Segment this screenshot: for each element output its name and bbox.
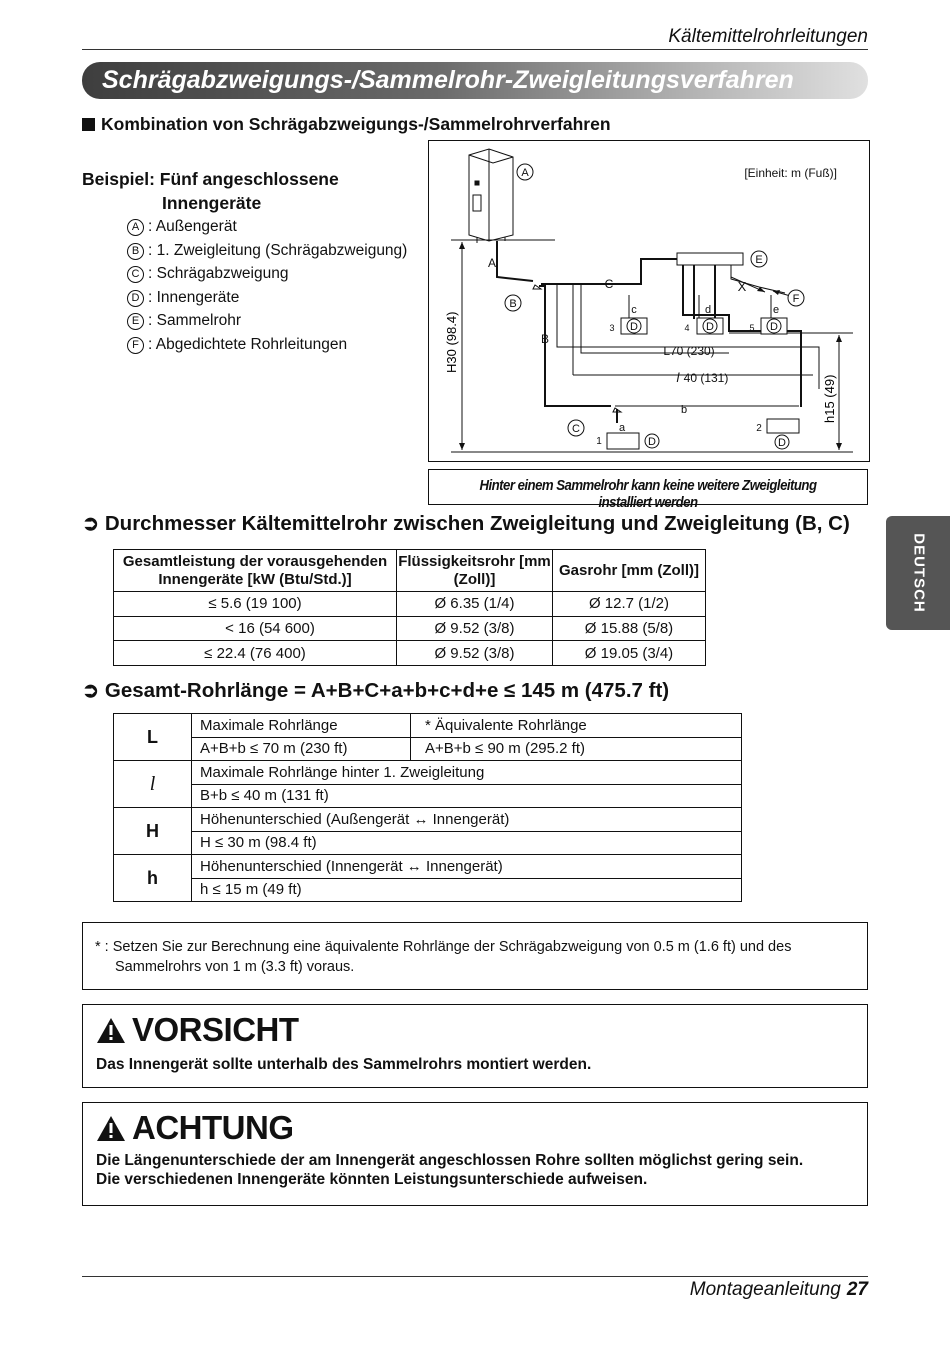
caution-box	[82, 1004, 868, 1088]
label-X: X	[737, 279, 747, 294]
label-L: L70 (230)	[663, 344, 715, 358]
circled-letter-icon: E	[127, 313, 144, 330]
legend-text: : Schrägabzweigung	[148, 265, 289, 283]
table-row	[114, 641, 706, 666]
section-title: Schrägabzweigungs-/Sammelrohr-Zweigleitungsverfahren	[102, 66, 794, 94]
table-row	[114, 737, 742, 761]
legend-text: : Sammelrohr	[148, 312, 242, 330]
legend-item	[127, 242, 407, 266]
total-length-heading: ➲ Gesamt-Rohrlänge = A+B+C+a+b+c+d+e ≤ 145 m (475.7 ft)	[82, 679, 670, 702]
indoor-unit-2	[767, 419, 799, 433]
row-key-H: H	[114, 808, 192, 855]
table-row	[114, 831, 742, 855]
label-n1: 1	[596, 436, 602, 447]
example-title-line2: Innengeräte	[162, 193, 262, 213]
label-a: a	[618, 422, 626, 434]
label-h: h15 (49)	[822, 374, 837, 423]
legend-item	[127, 336, 407, 360]
language-tab-label: DEUTSCH	[910, 533, 928, 613]
label-n5: 5	[749, 323, 755, 333]
legend-item	[127, 312, 407, 336]
legend-text: : Außengerät	[148, 218, 237, 235]
legend-list	[127, 218, 407, 360]
marker-A: A	[521, 167, 529, 179]
warning-title	[96, 1109, 293, 1147]
label-B: B	[540, 332, 550, 346]
diameter-heading: ➲ Durchmesser Kältemittelrohr zwischen Zweigleitung und Zweigleitung (B, C)	[82, 512, 850, 535]
table-row	[114, 878, 742, 902]
marker-D: D	[630, 321, 638, 333]
combination-heading	[82, 114, 611, 135]
section-banner	[82, 62, 868, 99]
column-header: Flüssigkeitsrohr [mm (Zoll)]	[397, 550, 553, 592]
circled-letter-icon: A	[127, 219, 144, 236]
circled-letter-icon: B	[127, 243, 144, 260]
warning-line-2: Die verschiedenen Innengeräte könnten Leistungsunterschiede aufweisen.	[96, 1171, 648, 1188]
warning-line-1: Die Längenunterschiede der am Innengerät angeschlossen Rohre sollten möglichst gering sein.	[96, 1152, 804, 1169]
example-title	[82, 167, 339, 215]
diameter-heading-text: Durchmesser Kältemittelrohr zwischen Zweigleitung und Zweigleitung (B, C)	[104, 512, 850, 535]
note-text: Hinter einem Sammelrohr kann keine weitere Zweigleitung installiert werden	[479, 477, 817, 511]
label-n2: 2	[756, 423, 762, 434]
square-bullet-icon	[82, 118, 95, 131]
circled-letter-icon: C	[127, 266, 144, 283]
footer	[690, 1279, 868, 1301]
table-cell: B+b ≤ 40 m (131 ft)	[192, 784, 742, 808]
table-row	[114, 714, 742, 738]
table-cell: Ø 19.05 (3/4)	[553, 641, 706, 666]
footer-title: Montageanleitung	[689, 1279, 841, 1300]
table-row	[114, 761, 742, 785]
label-n4: 4	[684, 323, 690, 333]
warning-triangle-icon	[96, 1115, 126, 1142]
label-n3: 3	[609, 323, 615, 333]
label-H: H30 (98.4)	[444, 311, 459, 373]
legend-text: : Innengeräte	[148, 288, 240, 306]
example-title-line1: Beispiel: Fünf angeschlossene	[82, 169, 339, 189]
table-cell: Maximale Rohrlänge hinter 1. Zweigleitung	[192, 761, 742, 785]
caution-text: Das Innengerät sollte unterhalb des Sammelrohrs montiert werden.	[96, 1056, 592, 1073]
column-header: Gasrohr [mm (Zoll)]	[553, 550, 706, 592]
note-box	[428, 469, 868, 511]
circled-letter-icon: D	[127, 290, 144, 307]
footnote-text: * : Setzen Sie zur Berechnung eine äquivalente Rohrlänge der Schrägabzweigung von 0.5 m (1.6 ft) und des Sammelrohrs von 1 m (3.3 ft) voraus.	[95, 939, 792, 975]
row-key-l: l	[114, 761, 192, 808]
piping-diagram	[428, 140, 870, 462]
diameter-table	[113, 549, 706, 666]
table-cell: < 16 (54 600)	[114, 616, 397, 641]
label-e: e	[772, 304, 780, 316]
warning-triangle-icon	[96, 1017, 126, 1044]
label-l-symbol: l	[676, 370, 680, 385]
language-tab	[886, 516, 950, 630]
table-cell: A+B+b ≤ 90 m (295.2 ft)	[411, 737, 742, 761]
marker-D: D	[770, 321, 778, 333]
table-cell: Maximale Rohrlänge	[192, 714, 411, 738]
header-rule	[82, 49, 868, 50]
caution-title-text: VORSICHT	[132, 1011, 299, 1048]
indoor-unit-1	[607, 433, 639, 449]
table-row	[114, 616, 706, 641]
table-cell: H ≤ 30 m (98.4 ft)	[192, 831, 742, 855]
unit-label: [Einheit: m (Fuß)]	[744, 166, 837, 180]
legend-item	[127, 218, 407, 242]
marker-E: E	[755, 254, 763, 266]
label-C: C	[604, 277, 614, 291]
combination-heading-text: Kombination von Schrägabzweigungs-/Sammelrohrverfahren	[101, 114, 611, 134]
label-c: c	[631, 304, 637, 316]
header-title: Kältemittelrohrleitungen	[668, 26, 868, 47]
legend-text: : Abgedichtete Rohrleitungen	[148, 335, 348, 353]
table-cell: ≤ 22.4 (76 400)	[114, 641, 397, 666]
table-row	[114, 784, 742, 808]
caution-title	[96, 1011, 299, 1049]
marker-C: C	[572, 423, 580, 435]
marker-D: D	[778, 437, 786, 449]
label-l: 40 (131)	[683, 371, 729, 385]
table-cell: Ø 15.88 (5/8)	[553, 616, 706, 641]
outdoor-unit-icon	[469, 149, 513, 243]
table-cell: Ø 9.52 (3/8)	[397, 616, 553, 641]
table-row	[114, 808, 742, 832]
table-header-row	[114, 550, 706, 592]
warning-text	[96, 1151, 803, 1189]
table-cell: Ø 12.7 (1/2)	[553, 592, 706, 617]
label-A: A	[487, 256, 497, 270]
table-cell: Ø 6.35 (1/4)	[397, 592, 553, 617]
row-key-L: L	[114, 714, 192, 761]
footnote-box	[82, 922, 868, 990]
warning-title-text: ACHTUNG	[132, 1109, 294, 1146]
column-header: Gesamtleistung der vorausgehenden Innengeräte [kW (Btu/Std.)]	[114, 550, 397, 592]
footer-rule	[82, 1276, 868, 1277]
marker-F: F	[792, 293, 800, 305]
table-cell: A+B+b ≤ 70 m (230 ft)	[192, 737, 411, 761]
legend-item	[127, 289, 407, 313]
table-row	[114, 855, 742, 879]
table-cell: h ≤ 15 m (49 ft)	[192, 878, 742, 902]
legend-item	[127, 265, 407, 289]
table-row	[114, 592, 706, 617]
table-cell: * Äquivalente Rohrlänge	[411, 714, 742, 738]
marker-B: B	[509, 298, 517, 310]
table-cell: Ø 9.52 (3/8)	[397, 641, 553, 666]
circled-letter-icon: F	[127, 337, 144, 354]
label-d: d	[704, 304, 712, 316]
warning-box	[82, 1102, 868, 1206]
header-pipe-sammelrohr	[677, 253, 743, 265]
marker-D: D	[706, 321, 714, 333]
row-key-h: h	[114, 855, 192, 902]
label-b: b	[680, 404, 688, 416]
marker-D: D	[648, 436, 656, 448]
table-cell: ≤ 5.6 (19 100)	[114, 592, 397, 617]
total-length-heading-text: Gesamt-Rohrlänge = A+B+C+a+b+c+d+e ≤ 145 m (475.7 ft)	[104, 679, 670, 702]
page-number: 27	[846, 1279, 868, 1300]
table-cell: Höhenunterschied (Außengerät ↔ Innengerät)	[192, 808, 742, 832]
length-limits-table	[113, 713, 742, 902]
table-cell: Höhenunterschied (Innengerät ↔ Innengerät)	[192, 855, 742, 879]
piping-diagram-svg	[429, 141, 869, 461]
legend-text: : 1. Zweigleitung (Schrägabzweigung)	[148, 241, 408, 259]
